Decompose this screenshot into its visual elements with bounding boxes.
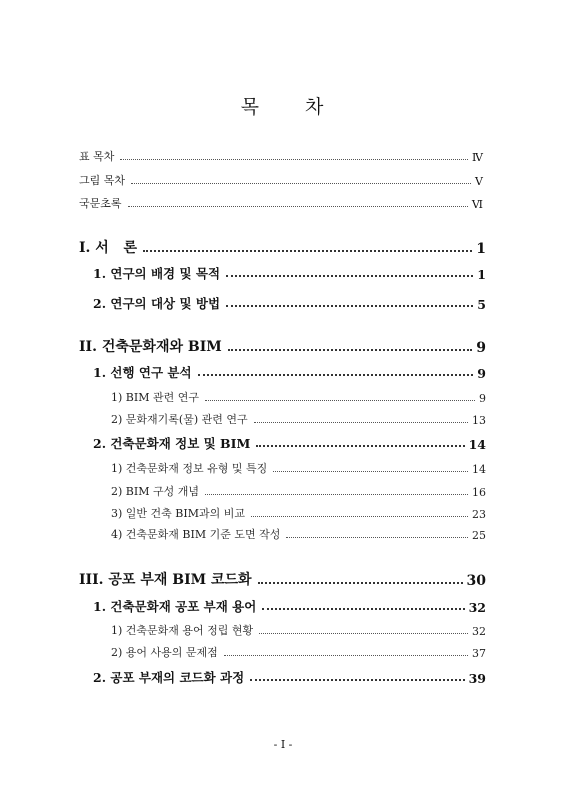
dot-leader xyxy=(258,582,463,584)
toc-entry-page: 23 xyxy=(472,508,486,521)
dot-leader xyxy=(262,608,464,610)
toc-entry-page: Ⅵ xyxy=(471,198,483,211)
page-number-footer: - I - xyxy=(273,738,293,751)
dot-leader xyxy=(205,400,475,401)
dot-leader xyxy=(143,250,472,252)
toc-entry-page: 39 xyxy=(468,671,486,686)
toc-entry-label: 1. 건축문화재 공포 부재 용어 xyxy=(93,599,257,614)
toc-section-1-1[interactable] xyxy=(93,264,486,282)
toc-entry-figure-list[interactable] xyxy=(79,172,483,188)
toc-section-3-1[interactable] xyxy=(93,597,486,615)
toc-subsection-2-2-2[interactable] xyxy=(111,483,486,499)
toc-entry-page: 37 xyxy=(472,647,486,660)
dot-leader xyxy=(251,516,468,517)
toc-entry-label: 2) BIM 구성 개념 xyxy=(111,485,199,498)
toc-entry-page: 14 xyxy=(468,437,486,452)
dot-leader xyxy=(224,655,468,656)
toc-title-left: 목 xyxy=(240,96,261,118)
toc-entry-abstract[interactable] xyxy=(79,195,483,211)
toc-entry-label: 2. 공포 부재의 코드화 과정 xyxy=(93,670,245,685)
dot-leader xyxy=(198,374,474,376)
dot-leader xyxy=(254,422,468,423)
toc-subsection-2-1-1[interactable] xyxy=(111,389,486,405)
toc-chapter-2[interactable] xyxy=(79,336,486,356)
toc-subsection-2-2-1[interactable] xyxy=(111,460,486,476)
toc-entry-page: 16 xyxy=(472,486,486,499)
toc-subsection-2-2-4[interactable] xyxy=(111,526,486,542)
toc-entry-label: III. 공포 부재 BIM 코드화 xyxy=(79,572,252,588)
toc-entry-label: I. 서 론 xyxy=(79,240,137,256)
toc-entry-page: 9 xyxy=(479,392,486,405)
toc-entry-label: 2) 용어 사용의 문제점 xyxy=(111,646,218,659)
toc-section-2-1[interactable] xyxy=(93,363,486,381)
toc-entry-page: 13 xyxy=(472,414,486,427)
toc-subsection-2-2-3[interactable] xyxy=(111,505,486,521)
toc-entry-page: Ⅴ xyxy=(475,175,483,188)
toc-entry-page: 32 xyxy=(472,625,486,638)
toc-title xyxy=(0,92,566,119)
toc-entry-label: 3) 일반 건축 BIM과의 비교 xyxy=(111,507,245,520)
toc-entry-label: 그림 목차 xyxy=(79,174,126,187)
toc-chapter-3[interactable] xyxy=(79,569,486,589)
toc-section-1-2[interactable] xyxy=(93,294,486,312)
toc-entry-label: 1) BIM 관련 연구 xyxy=(111,391,199,404)
toc-chapter-1[interactable] xyxy=(79,237,486,257)
toc-entry-page: 9 xyxy=(476,340,486,356)
dot-leader xyxy=(273,471,468,472)
toc-entry-page: 5 xyxy=(477,297,486,312)
toc-entry-label: 4) 건축문화재 BIM 기준 도면 작성 xyxy=(111,528,281,541)
toc-entry-page: Ⅳ xyxy=(472,151,483,164)
toc-subsection-2-1-2[interactable] xyxy=(111,411,486,427)
dot-leader xyxy=(256,445,464,447)
toc-entry-label: 2. 연구의 대상 및 방법 xyxy=(93,296,221,311)
toc-section-2-2[interactable] xyxy=(93,434,486,452)
toc-title-right: 차 xyxy=(305,96,326,118)
toc-entry-label: 1. 선행 연구 분석 xyxy=(93,365,192,380)
dot-leader xyxy=(205,494,468,495)
dot-leader xyxy=(286,537,468,538)
dot-leader xyxy=(120,159,468,160)
toc-entry-page: 1 xyxy=(476,241,486,257)
toc-entry-label: 2) 문화재기록(물) 관련 연구 xyxy=(111,413,248,426)
toc-entry-label: 1. 연구의 배경 및 목적 xyxy=(93,266,221,281)
toc-entry-table-list[interactable] xyxy=(79,148,483,164)
dot-leader xyxy=(226,275,473,277)
toc-entry-page: 30 xyxy=(466,573,486,589)
toc-subsection-3-1-2[interactable] xyxy=(111,644,486,660)
dot-leader xyxy=(226,305,473,307)
dot-leader xyxy=(250,679,464,681)
toc-entry-label: 2. 건축문화재 정보 및 BIM xyxy=(93,436,251,451)
dot-leader xyxy=(259,633,468,634)
toc-entry-page: 9 xyxy=(477,366,486,381)
dot-leader xyxy=(131,183,471,184)
dot-leader xyxy=(228,349,473,351)
toc-entry-label: 표 목차 xyxy=(79,150,115,163)
toc-entry-page: 25 xyxy=(472,529,486,542)
toc-entry-page: 14 xyxy=(472,463,486,476)
toc-entry-label: 국문초록 xyxy=(79,197,122,210)
toc-entry-label: II. 건축문화재와 BIM xyxy=(79,339,222,355)
dot-leader xyxy=(128,206,468,207)
toc-section-3-2[interactable] xyxy=(93,668,486,686)
toc-subsection-3-1-1[interactable] xyxy=(111,622,486,638)
toc-entry-page: 1 xyxy=(477,267,486,282)
toc-entry-page: 32 xyxy=(468,600,486,615)
toc-entry-label: 1) 건축문화재 정보 유형 및 특징 xyxy=(111,462,268,475)
toc-entry-label: 1) 건축문화재 용어 정립 현황 xyxy=(111,624,254,637)
